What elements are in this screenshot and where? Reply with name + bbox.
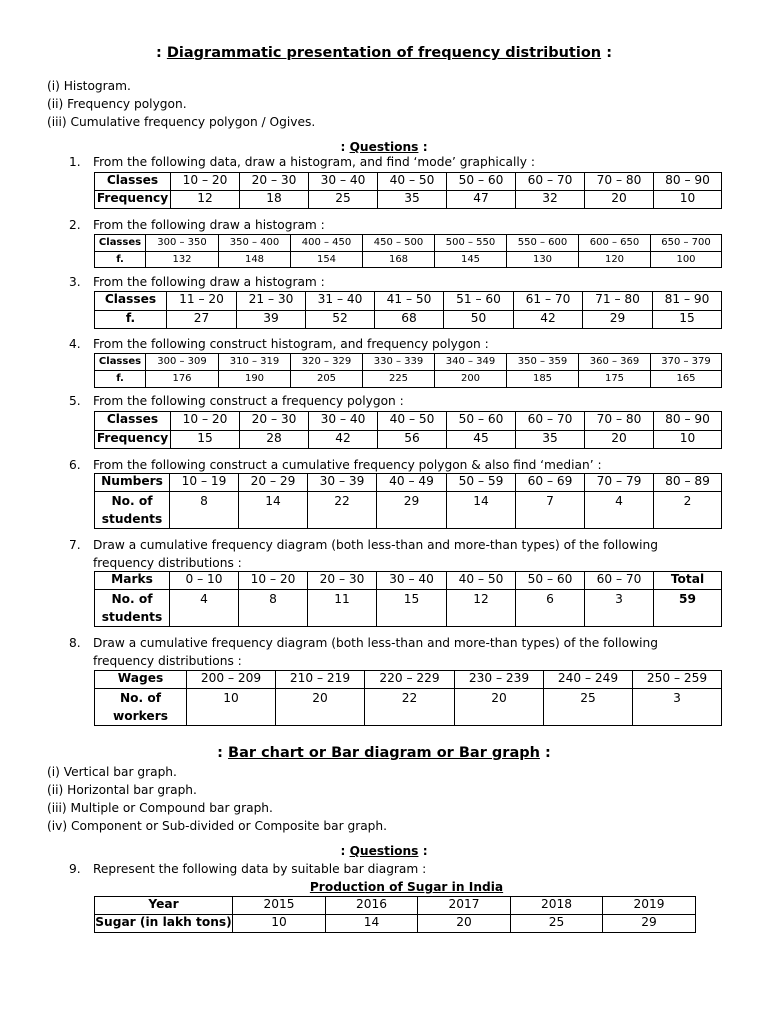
column-header: 330 – 339 [363,354,435,371]
frequency-table [94,411,722,449]
table-cell: 225 [363,371,435,388]
row-header: Classes [95,354,146,371]
section-heading-prefix: : [217,745,223,761]
question-text: From the following data, draw a histogram, and find ‘mode’ graphically : [93,155,535,169]
column-header: 650 – 700 [651,235,722,252]
question-text-line2: frequency distributions : [93,556,242,570]
column-header: 10 – 20 [171,412,240,431]
table-cell: 42 [514,311,583,329]
questions-heading-prefix: : [340,140,346,154]
table-cell: 20 [418,915,511,933]
column-header: 30 – 39 [308,474,377,492]
questions-heading-suffix: : [422,844,428,858]
table-cell: 3 [585,590,654,627]
table-cell: 59 [654,590,722,627]
table-cell: 22 [308,492,377,529]
column-header: 50 – 60 [516,572,585,590]
column-header: Total [654,572,722,590]
table-cell: 154 [291,252,363,268]
bar-type-item: (ii) Horizontal bar graph. [47,783,197,797]
question-text: From the following construct a cumulative frequency polygon & also find ‘median’ : [93,458,602,472]
column-header: 60 – 69 [516,474,585,492]
question-number: 6. [69,458,81,472]
column-header: 60 – 70 [585,572,654,590]
row-header-2: Frequency [95,191,171,209]
table-cell: 25 [309,191,378,209]
column-header: 500 – 550 [435,235,507,252]
column-header: 70 – 79 [585,474,654,492]
column-header: 20 – 30 [308,572,377,590]
table-cell: 22 [365,689,455,726]
table-cell: 100 [651,252,722,268]
column-header: 2015 [233,897,326,915]
column-header: 60 – 70 [516,412,585,431]
table-cell: 185 [507,371,579,388]
table-cell: 20 [585,431,654,449]
question-text-line2: frequency distributions : [93,654,242,668]
row-header-2: f. [95,371,146,388]
column-header: 80 – 90 [654,173,722,191]
column-header: 50 – 60 [447,412,516,431]
column-header: 20 – 30 [240,412,309,431]
question-number: 4. [69,337,81,351]
column-header: 340 – 349 [435,354,507,371]
table-cell: 15 [171,431,240,449]
table-cell: 4 [170,590,239,627]
table-cell: 27 [167,311,237,329]
column-header: 210 – 219 [276,671,365,689]
column-header: 350 – 400 [219,235,291,252]
table-cell: 176 [146,371,219,388]
column-header: 550 – 600 [507,235,579,252]
frequency-table [94,571,722,627]
row-header-2: Sugar (in lakh tons) [95,915,233,933]
title-suffix: : [606,45,612,61]
column-header: 370 – 379 [651,354,722,371]
questions-heading [0,844,768,859]
question-text: From the following draw a histogram : [93,218,325,232]
row-header-2: Frequency [95,431,171,449]
table-cell: 3 [633,689,722,726]
question-text: Represent the following data by suitable bar diagram : [93,862,427,876]
column-header: 350 – 359 [507,354,579,371]
table-cell: 7 [516,492,585,529]
table-cell: 8 [170,492,239,529]
row-header: Classes [95,173,171,191]
column-header: 2019 [603,897,696,915]
table-cell: 165 [651,371,722,388]
column-header: 0 – 10 [170,572,239,590]
table-cell: 6 [516,590,585,627]
column-header: 11 – 20 [167,292,237,311]
column-header: 30 – 40 [377,572,447,590]
row-header-2: No. of workers [95,689,187,726]
column-header: 360 – 369 [579,354,651,371]
table-cell: 2 [654,492,722,529]
column-header: 20 – 29 [239,474,308,492]
table-cell: 50 [444,311,514,329]
row-header: Numbers [95,474,170,492]
table-cell: 11 [308,590,377,627]
column-header: 40 – 50 [378,412,447,431]
table-cell: 14 [326,915,418,933]
question-number: 8. [69,636,81,650]
column-header: 30 – 40 [309,173,378,191]
column-header: 320 – 329 [291,354,363,371]
column-header: 21 – 30 [237,292,306,311]
column-header: 20 – 30 [240,173,309,191]
question-number: 7. [69,538,81,552]
table-cell: 148 [219,252,291,268]
table-cell: 39 [237,311,306,329]
column-header: 50 – 59 [447,474,516,492]
questions-heading-suffix: : [422,140,428,154]
column-header: 30 – 40 [309,412,378,431]
row-header: Classes [95,235,146,252]
type-item: (ii) Frequency polygon. [47,97,187,111]
column-header: 50 – 60 [447,173,516,191]
frequency-table [94,234,722,268]
column-header: 80 – 90 [654,412,722,431]
table-cell: 168 [363,252,435,268]
column-header: 600 – 650 [579,235,651,252]
column-header: 40 – 50 [378,173,447,191]
table-cell: 20 [276,689,365,726]
questions-heading-text: Questions [349,844,419,858]
table-cell: 18 [240,191,309,209]
table-cell: 10 [187,689,276,726]
table-cell: 29 [583,311,653,329]
column-header: 240 – 249 [544,671,633,689]
section-heading [0,744,768,762]
table-cell: 25 [544,689,633,726]
frequency-table [94,172,722,209]
question-text: Draw a cumulative frequency diagram (both less-than and more-than types) of the following [93,636,658,650]
table-cell: 10 [233,915,326,933]
column-header: 70 – 80 [585,412,654,431]
row-header: Marks [95,572,170,590]
column-header: 300 – 309 [146,354,219,371]
column-header: 450 – 500 [363,235,435,252]
question-text: Draw a cumulative frequency diagram (both less-than and more-than types) of the following [93,538,658,552]
column-header: 40 – 49 [377,474,447,492]
table-cell: 12 [447,590,516,627]
column-header: 250 – 259 [633,671,722,689]
column-header: 200 – 209 [187,671,276,689]
frequency-table [94,473,722,529]
column-header: 400 – 450 [291,235,363,252]
bar-type-item: (i) Vertical bar graph. [47,765,177,779]
question-text: From the following construct histogram, and frequency polygon : [93,337,489,351]
section-heading-text: Bar chart or Bar diagram or Bar graph [228,745,540,761]
frequency-table [94,353,722,388]
row-header-2: No. of students [95,492,170,529]
column-header: 310 – 319 [219,354,291,371]
table-cell: 14 [447,492,516,529]
questions-heading-prefix: : [340,844,346,858]
table-cell: 35 [378,191,447,209]
table-cell: 205 [291,371,363,388]
row-header-2: f. [95,311,167,329]
column-header: 230 – 239 [455,671,544,689]
page-title [0,44,768,62]
table-cell: 56 [378,431,447,449]
table-cell: 29 [377,492,447,529]
type-item: (i) Histogram. [47,79,131,93]
table-cell: 47 [447,191,516,209]
table-cell: 12 [171,191,240,209]
column-header: 40 – 50 [447,572,516,590]
table-cell: 200 [435,371,507,388]
question-number: 3. [69,275,81,289]
bar-type-item: (iii) Multiple or Compound bar graph. [47,801,273,815]
table-cell: 42 [309,431,378,449]
column-header: 60 – 70 [516,173,585,191]
table-cell: 190 [219,371,291,388]
column-header: 51 – 60 [444,292,514,311]
table-cell: 32 [516,191,585,209]
table-cell: 10 [654,191,722,209]
frequency-table [94,291,722,329]
table-cell: 45 [447,431,516,449]
column-header: 300 – 350 [146,235,219,252]
column-header: 2017 [418,897,511,915]
row-header: Year [95,897,233,915]
row-header: Classes [95,292,167,311]
column-header: 220 – 229 [365,671,455,689]
table-cell: 8 [239,590,308,627]
column-header: 10 – 20 [239,572,308,590]
column-header: 2018 [511,897,603,915]
table-cell: 29 [603,915,696,933]
table-cell: 15 [653,311,722,329]
table-cell: 145 [435,252,507,268]
bar-type-item: (iv) Component or Sub-divided or Composite bar graph. [47,819,388,833]
column-header: 81 – 90 [653,292,722,311]
table-cell: 20 [455,689,544,726]
frequency-table [94,670,722,726]
title-prefix: : [156,45,162,61]
table-cell: 25 [511,915,603,933]
questions-heading [0,140,768,155]
type-item: (iii) Cumulative frequency polygon / Ogives. [47,115,316,129]
question-text: From the following draw a histogram : [93,275,325,289]
table-cell: 35 [516,431,585,449]
table-cell: 15 [377,590,447,627]
table-cell: 14 [239,492,308,529]
table-cell: 52 [306,311,375,329]
table-caption: Production of Sugar in India [309,880,504,894]
table-cell: 132 [146,252,219,268]
table-cell: 20 [585,191,654,209]
table-cell: 68 [375,311,444,329]
table-cell: 4 [585,492,654,529]
column-header: 61 – 70 [514,292,583,311]
column-header: 70 – 80 [585,173,654,191]
question-text: From the following construct a frequency polygon : [93,394,404,408]
row-header-2: f. [95,252,146,268]
column-header: 71 – 80 [583,292,653,311]
row-header: Classes [95,412,171,431]
question-number: 9. [69,862,81,876]
question-number: 1. [69,155,81,169]
table-cell: 120 [579,252,651,268]
questions-heading-text: Questions [349,140,419,154]
section-heading-suffix: : [545,745,551,761]
data-table [94,896,696,933]
column-header: 2016 [326,897,418,915]
column-header: 10 – 20 [171,173,240,191]
table-cell: 28 [240,431,309,449]
table-cell: 130 [507,252,579,268]
column-header: 10 – 19 [170,474,239,492]
question-number: 5. [69,394,81,408]
column-header: 41 – 50 [375,292,444,311]
row-header-2: No. of students [95,590,170,627]
column-header: 80 – 89 [654,474,722,492]
row-header: Wages [95,671,187,689]
title-text: Diagrammatic presentation of frequency distribution [166,45,602,61]
column-header: 31 – 40 [306,292,375,311]
table-cell: 175 [579,371,651,388]
table-cell: 10 [654,431,722,449]
question-number: 2. [69,218,81,232]
